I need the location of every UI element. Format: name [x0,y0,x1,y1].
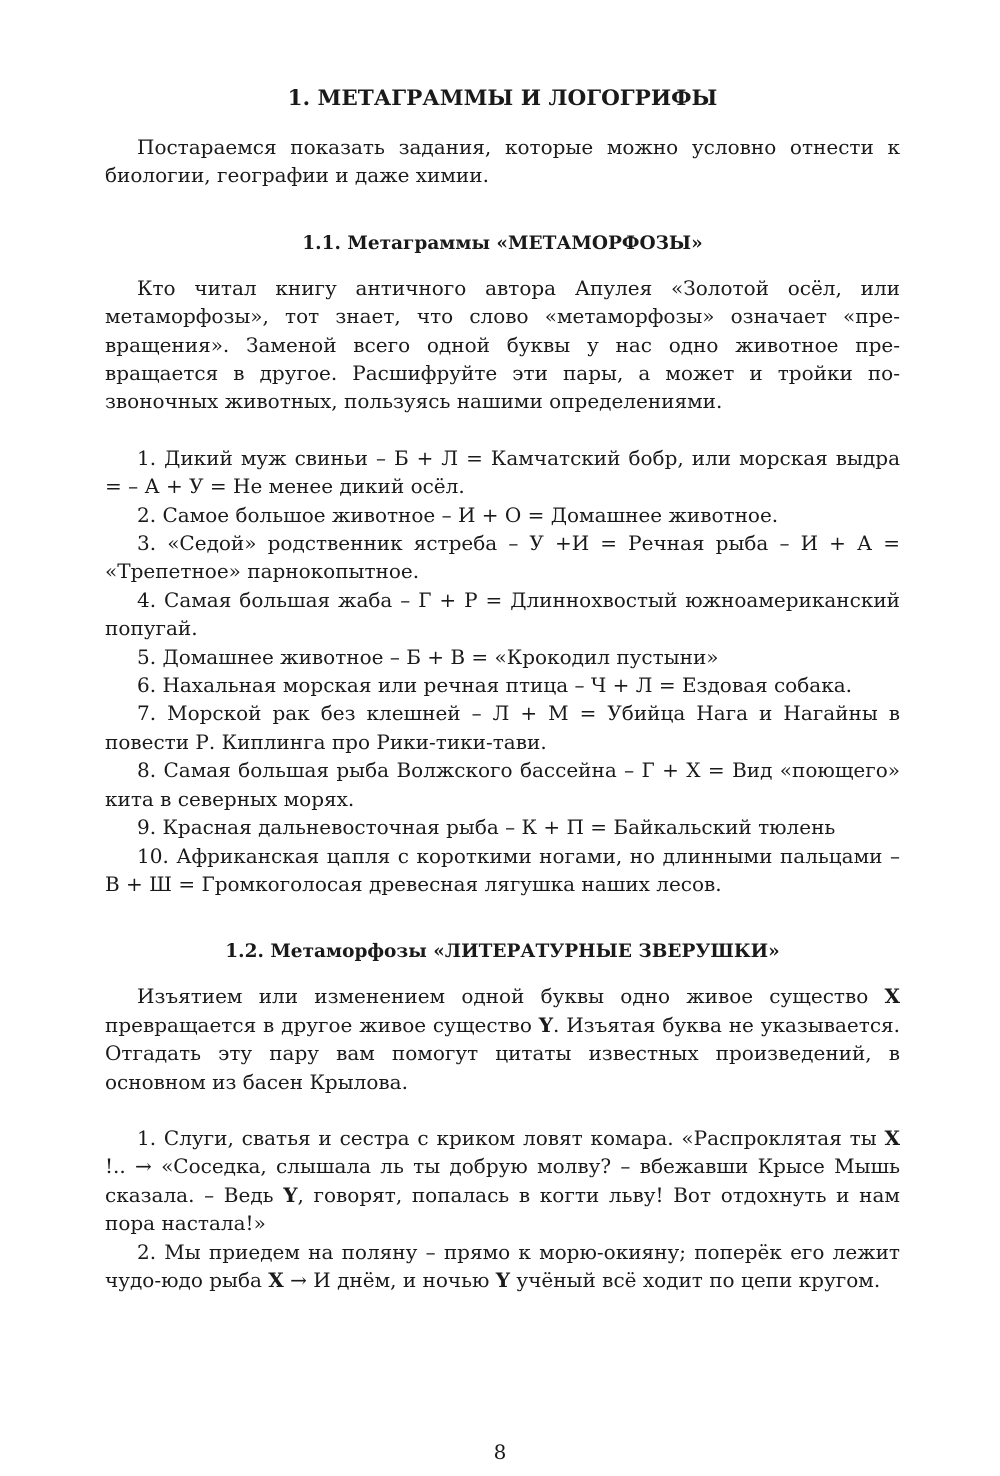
variable-x: X [884,1126,900,1150]
variable-x: X [884,984,900,1009]
variable-y: Y [283,1182,298,1207]
puzzle-item: 8. Самая большая рыба Волжского бассейна – Г + Х = Вид «поющего» кита в северных морях. [105,758,900,811]
puzzle-item: 10. Африканская цапля с короткими ногами, но длинными пальцами – В + Ш = Громкоголосая древесная лягушка наших лесов. [105,843,900,896]
page-content [105,85,900,1294]
puzzle-item: 2. Самое большое животное – И + О = Домашнее животное. [137,502,779,527]
subsection-title-metamorphoses: 1.1. Метаграммы «МЕТАМОРФОЗЫ» [302,232,703,254]
section-intro: Постараемся показать задания, которые можно условно отнести к биологии, географии и даже химии. [105,134,900,188]
variable-x: X [268,1268,284,1293]
puzzle-item: 9. Красная дальневосточная рыба – К + П = Байкальский тюлень [137,815,836,840]
subsection-title-literary: 1.2. Метаморфозы «ЛИТЕРАТУРНЫЕ ЗВЕРУШКИ» [225,941,780,963]
puzzle-list [105,444,900,899]
puzzle-item: 6. Нахальная морская или речная птица – Ч + Л = Ездовая собака. [137,673,852,698]
section-title: 1. МЕТАГРАММЫ И ЛОГОГРИФЫ [287,86,718,111]
puzzle-item: 5. Домашнее животное – Б + В = «Крокодил пустыни» [137,644,719,669]
page-number: 8 [493,1440,507,1464]
subsection-intro-literary: Изъятием или изменением одной буквы одно живое существо X превращается в другое живое существо Y. Изъятая буква не указывается. Отгадать эту пару вам помогут цитаты известных произведений, в основном из басен Крылова. [105,984,900,1094]
puzzle-item: 1. Слуги, сватья и сестра с криком ловят комара. «Распроклятая ты X !.. → «Соседка, слышала ль ты добрую молву? – вбежавши Крысе Мышь сказала. – Ведь Y, говорят, попалась в когти льву! Вот отдохнуть и нам пора настала!» [105,1126,900,1236]
literary-puzzle-list [105,1124,900,1294]
puzzle-item: 4. Самая большая жаба – Г + Р = Длиннохвостый южноамериканский попугай. [105,587,900,641]
variable-y: Y [495,1268,511,1293]
puzzle-item: 7. Морской рак без клешней – Л + М = Убийца Нага и Нагайны в повести Р. Киплинга про Рики-тики-тави. [105,701,900,754]
subsection-intro-metamorphoses: Кто читал книгу античного автора Апулея «Золотой осёл, или метаморфозы», тот знает, что слово «метаморфозы» означает «превращения». Заменой всего одной буквы у нас одно животное превращается в другое. Расшифруйте эти пары, а может и тройки позвоночных животных, пользуясь нашими определениями. [105,275,900,414]
puzzle-item: 3. «Седой» родственник ястреба – У +И = Речная рыба – И + А = «Трепетное» парнокопытное. [105,531,900,584]
variable-y: Y [538,1012,554,1037]
puzzle-item: 1. Дикий муж свиньи – Б + Л = Камчатский бобр, или морская выдра = – А + У = Не менее дикий осёл. [105,445,900,499]
puzzle-item: 2. Мы приедем на поляну – прямо к морю-окияну; поперёк его лежит чудо-юдо рыба X → И днём, и ночью Y учёный всё ходит по цепи кругом. [105,1239,900,1293]
